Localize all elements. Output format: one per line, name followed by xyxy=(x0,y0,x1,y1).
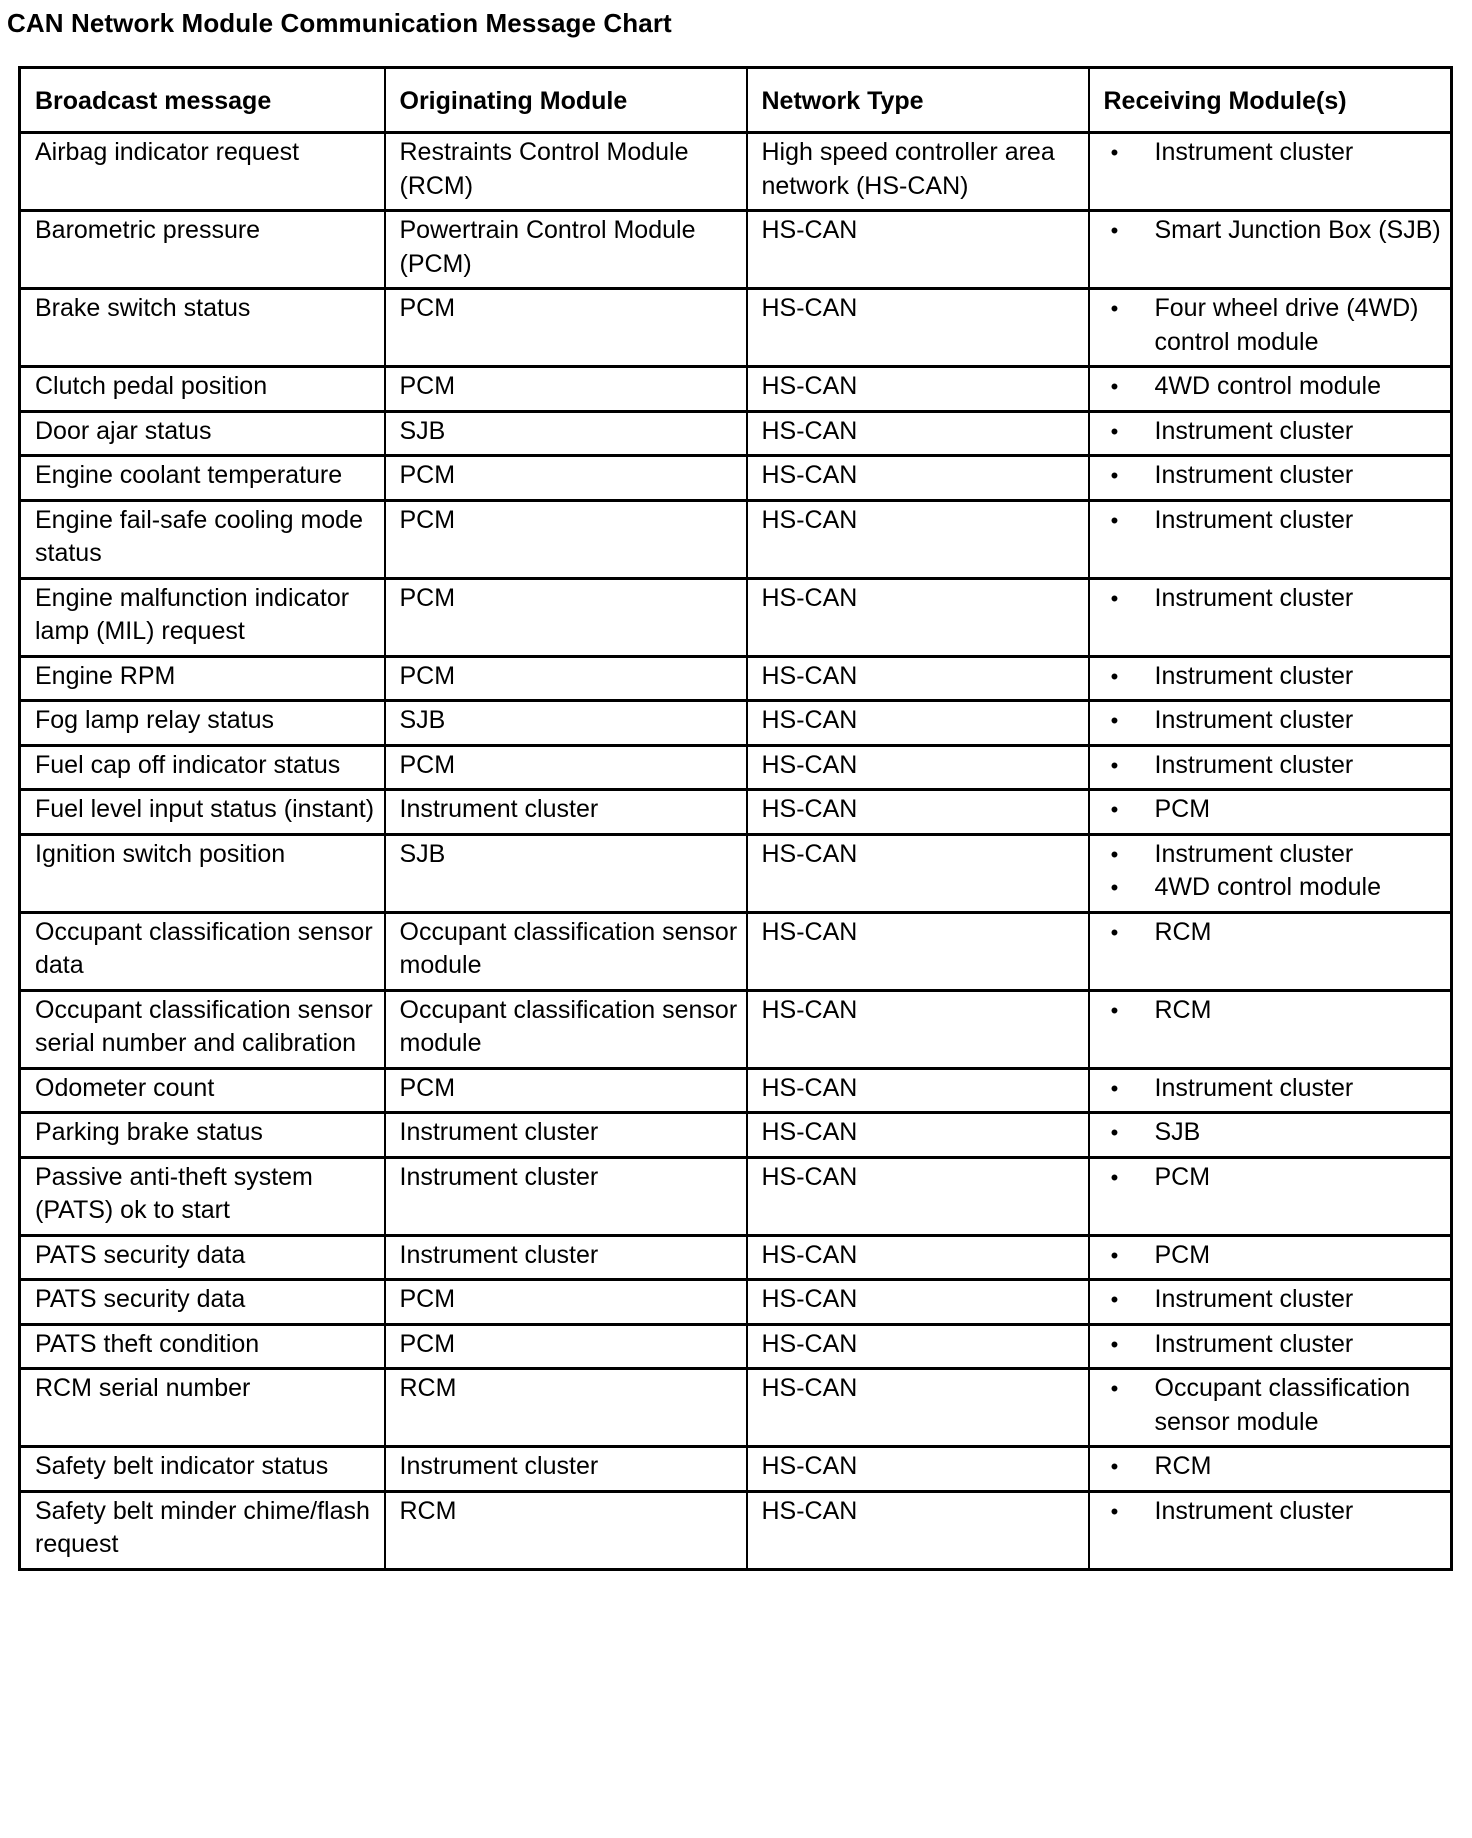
network-type-cell: HS-CAN xyxy=(747,1157,1089,1235)
receiving-modules-list xyxy=(1104,838,1445,905)
receiving-modules-list xyxy=(1104,1372,1445,1439)
broadcast-message-cell: PATS theft condition xyxy=(20,1324,385,1369)
receiving-modules-list xyxy=(1104,793,1445,827)
receiving-modules-cell xyxy=(1089,500,1452,578)
originating-module-cell: SJB xyxy=(385,701,747,746)
network-type-cell: HS-CAN xyxy=(747,1235,1089,1280)
receiving-modules-cell xyxy=(1089,578,1452,656)
bullet-icon: • xyxy=(1110,296,1119,321)
table-row xyxy=(20,990,1452,1068)
broadcast-message-cell: Barometric pressure xyxy=(20,211,385,289)
broadcast-message-cell: PATS security data xyxy=(20,1280,385,1325)
receiving-module-item xyxy=(1104,370,1445,404)
table-row xyxy=(20,745,1452,790)
broadcast-message-cell: Safety belt minder chime/flash request xyxy=(20,1491,385,1569)
receiving-modules-cell xyxy=(1089,1324,1452,1369)
bullet-icon: • xyxy=(1110,1075,1119,1101)
originating-module-cell: PCM xyxy=(385,367,747,412)
receiving-modules-list xyxy=(1104,415,1445,449)
broadcast-message-cell: Door ajar status xyxy=(20,411,385,456)
bullet-icon: • xyxy=(1110,1120,1119,1145)
bullet-icon: • xyxy=(1110,997,1119,1023)
receiving-module-label: Instrument cluster xyxy=(1154,839,1354,868)
receiving-modules-cell xyxy=(1089,701,1452,746)
receiving-module-label: Four wheel drive (4WD) control module xyxy=(1154,294,1419,356)
originating-module-cell: PCM xyxy=(385,578,747,656)
table-row xyxy=(20,834,1452,912)
broadcast-message-cell: Engine fail-safe cooling mode status xyxy=(20,500,385,578)
network-type-cell: HS-CAN xyxy=(747,990,1089,1068)
receiving-module-label: PCM xyxy=(1154,795,1211,823)
receiving-module-label: Instrument cluster xyxy=(1154,750,1354,779)
receiving-modules-cell xyxy=(1089,1157,1452,1235)
network-type-cell: HS-CAN xyxy=(747,912,1089,990)
bullet-icon: • xyxy=(1110,752,1119,778)
network-type-cell: HS-CAN xyxy=(747,289,1089,367)
receiving-modules-cell xyxy=(1089,1068,1452,1113)
receiving-modules-cell xyxy=(1089,1491,1452,1569)
receiving-module-label: RCM xyxy=(1154,917,1212,946)
receiving-module-item xyxy=(1104,916,1445,950)
bullet-icon: • xyxy=(1110,585,1119,611)
broadcast-message-cell: RCM serial number xyxy=(20,1369,385,1447)
bullet-icon: • xyxy=(1110,841,1119,867)
originating-module-cell: Powertrain Control Module (PCM) xyxy=(385,211,747,289)
network-type-cell: HS-CAN xyxy=(747,790,1089,835)
receiving-modules-cell xyxy=(1089,367,1452,412)
broadcast-message-cell: Engine coolant temperature xyxy=(20,456,385,501)
table-row xyxy=(20,656,1452,701)
receiving-modules-list xyxy=(1104,1239,1445,1273)
receiving-modules-cell xyxy=(1089,289,1452,367)
receiving-modules-cell xyxy=(1089,1447,1452,1492)
network-type-cell: High speed controller area network (HS-CAN) xyxy=(747,133,1089,211)
originating-module-cell: Instrument cluster xyxy=(385,790,747,835)
broadcast-message-cell: Occupant classification sensor data xyxy=(20,912,385,990)
receiving-module-item xyxy=(1104,793,1445,827)
originating-module-cell: PCM xyxy=(385,745,747,790)
table-row xyxy=(20,211,1452,289)
receiving-modules-list xyxy=(1104,214,1445,248)
originating-module-cell: PCM xyxy=(385,656,747,701)
network-type-cell: HS-CAN xyxy=(747,1280,1089,1325)
receiving-module-label: Instrument cluster xyxy=(1154,706,1354,734)
originating-module-cell: RCM xyxy=(385,1369,747,1447)
receiving-modules-cell xyxy=(1089,133,1452,211)
receiving-module-item xyxy=(1104,415,1445,449)
network-type-cell: HS-CAN xyxy=(747,1369,1089,1447)
bullet-icon: • xyxy=(1110,1287,1119,1312)
receiving-module-label: Instrument cluster xyxy=(1154,138,1354,166)
table-row xyxy=(20,912,1452,990)
bullet-icon: • xyxy=(1110,1376,1119,1401)
receiving-module-label: RCM xyxy=(1154,995,1212,1024)
receiving-module-label: Instrument cluster xyxy=(1154,1496,1354,1525)
originating-module-cell: PCM xyxy=(385,1280,747,1325)
table-row xyxy=(20,289,1452,367)
receiving-modules-cell xyxy=(1089,411,1452,456)
bullet-icon: • xyxy=(1110,507,1119,533)
receiving-module-label: SJB xyxy=(1154,1118,1201,1146)
receiving-module-item xyxy=(1104,749,1445,783)
receiving-modules-list xyxy=(1104,1495,1445,1529)
receiving-module-item xyxy=(1104,214,1445,248)
originating-module-cell: Instrument cluster xyxy=(385,1113,747,1158)
network-type-cell: HS-CAN xyxy=(747,701,1089,746)
table-row xyxy=(20,1369,1452,1447)
receiving-modules-list xyxy=(1104,459,1445,493)
originating-module-cell: PCM xyxy=(385,289,747,367)
network-type-cell: HS-CAN xyxy=(747,456,1089,501)
bullet-icon: • xyxy=(1110,1454,1119,1479)
receiving-module-item xyxy=(1104,459,1445,493)
originating-module-cell: Occupant classification sensor module xyxy=(385,912,747,990)
receiving-module-label: Smart Junction Box (SJB) xyxy=(1154,216,1441,244)
originating-module-cell: Instrument cluster xyxy=(385,1235,747,1280)
originating-module-cell: SJB xyxy=(385,411,747,456)
table-body xyxy=(20,133,1452,1570)
originating-module-cell: SJB xyxy=(385,834,747,912)
table-row xyxy=(20,1157,1452,1235)
header-row xyxy=(20,68,1452,133)
receiving-module-label: PCM xyxy=(1154,1162,1211,1191)
originating-module-cell: Instrument cluster xyxy=(385,1447,747,1492)
message-chart-table xyxy=(18,66,1453,1571)
broadcast-message-cell: Fuel level input status (instant) xyxy=(20,790,385,835)
column-header-originating-module: Originating Module xyxy=(385,68,747,133)
receiving-module-item xyxy=(1104,994,1445,1028)
receiving-module-label: Instrument cluster xyxy=(1154,661,1354,690)
broadcast-message-cell: Passive anti-theft system (PATS) ok to start xyxy=(20,1157,385,1235)
bullet-icon: • xyxy=(1110,140,1119,165)
broadcast-message-cell: Fog lamp relay status xyxy=(20,701,385,746)
receiving-modules-list xyxy=(1104,1328,1445,1362)
receiving-module-item xyxy=(1104,292,1445,359)
receiving-module-item xyxy=(1104,582,1445,616)
receiving-module-item xyxy=(1104,704,1445,738)
receiving-module-label: Instrument cluster xyxy=(1154,416,1354,445)
table-row xyxy=(20,1324,1452,1369)
table-row xyxy=(20,500,1452,578)
page-title: CAN Network Module Communication Message Chart xyxy=(7,8,672,38)
receiving-module-item xyxy=(1104,1283,1445,1317)
broadcast-message-cell: Odometer count xyxy=(20,1068,385,1113)
bullet-icon: • xyxy=(1110,919,1119,945)
table-row xyxy=(20,456,1452,501)
receiving-modules-list xyxy=(1104,749,1445,783)
network-type-cell: HS-CAN xyxy=(747,656,1089,701)
receiving-modules-list xyxy=(1104,504,1445,538)
receiving-module-label: RCM xyxy=(1154,1452,1212,1480)
bullet-icon: • xyxy=(1110,1164,1119,1190)
receiving-modules-cell xyxy=(1089,990,1452,1068)
receiving-modules-cell xyxy=(1089,656,1452,701)
receiving-module-label: Instrument cluster xyxy=(1154,1073,1354,1102)
network-type-cell: HS-CAN xyxy=(747,1491,1089,1569)
receiving-module-label: 4WD control module xyxy=(1154,372,1381,400)
network-type-cell: HS-CAN xyxy=(747,834,1089,912)
receiving-module-item xyxy=(1104,1450,1445,1484)
receiving-modules-cell xyxy=(1089,1369,1452,1447)
receiving-modules-list xyxy=(1104,1072,1445,1106)
bullet-icon: • xyxy=(1110,875,1119,900)
table-row xyxy=(20,701,1452,746)
receiving-modules-cell xyxy=(1089,1280,1452,1325)
receiving-modules-list xyxy=(1104,1283,1445,1317)
network-type-cell: HS-CAN xyxy=(747,367,1089,412)
bullet-icon: • xyxy=(1110,218,1119,243)
receiving-module-item xyxy=(1104,1372,1445,1439)
receiving-modules-list xyxy=(1104,994,1445,1028)
receiving-modules-list xyxy=(1104,292,1445,359)
receiving-modules-list xyxy=(1104,660,1445,694)
receiving-modules-list xyxy=(1104,704,1445,738)
broadcast-message-cell: Engine malfunction indicator lamp (MIL) request xyxy=(20,578,385,656)
table-row xyxy=(20,367,1452,412)
column-header-network-type: Network Type xyxy=(747,68,1089,133)
receiving-modules-list xyxy=(1104,1450,1445,1484)
table-row xyxy=(20,1113,1452,1158)
receiving-module-label: 4WD control module xyxy=(1154,873,1381,901)
receiving-module-label: Instrument cluster xyxy=(1154,505,1354,534)
receiving-modules-list xyxy=(1104,582,1445,616)
receiving-module-item xyxy=(1104,838,1445,872)
receiving-modules-list xyxy=(1104,1116,1445,1150)
receiving-modules-list xyxy=(1104,916,1445,950)
broadcast-message-cell: Occupant classification sensor serial number and calibration xyxy=(20,990,385,1068)
receiving-module-item xyxy=(1104,660,1445,694)
originating-module-cell: PCM xyxy=(385,456,747,501)
network-type-cell: HS-CAN xyxy=(747,211,1089,289)
broadcast-message-cell: Clutch pedal position xyxy=(20,367,385,412)
receiving-modules-cell xyxy=(1089,745,1452,790)
broadcast-message-cell: Safety belt indicator status xyxy=(20,1447,385,1492)
originating-module-cell: PCM xyxy=(385,1324,747,1369)
originating-module-cell: Instrument cluster xyxy=(385,1157,747,1235)
originating-module-cell: PCM xyxy=(385,500,747,578)
table-row xyxy=(20,411,1452,456)
receiving-module-item xyxy=(1104,1495,1445,1529)
receiving-modules-cell xyxy=(1089,211,1452,289)
network-type-cell: HS-CAN xyxy=(747,500,1089,578)
table-row xyxy=(20,1235,1452,1280)
bullet-icon: • xyxy=(1110,797,1119,822)
originating-module-cell: Occupant classification sensor module xyxy=(385,990,747,1068)
originating-module-cell: PCM xyxy=(385,1068,747,1113)
bullet-icon: • xyxy=(1110,374,1119,399)
bullet-icon: • xyxy=(1110,463,1119,488)
receiving-modules-cell xyxy=(1089,790,1452,835)
network-type-cell: HS-CAN xyxy=(747,1324,1089,1369)
network-type-cell: HS-CAN xyxy=(747,745,1089,790)
originating-module-cell: Restraints Control Module (RCM) xyxy=(385,133,747,211)
broadcast-message-cell: Brake switch status xyxy=(20,289,385,367)
table-row xyxy=(20,133,1452,211)
receiving-module-item xyxy=(1104,1072,1445,1106)
receiving-modules-list xyxy=(1104,370,1445,404)
broadcast-message-cell: Fuel cap off indicator status xyxy=(20,745,385,790)
receiving-module-item xyxy=(1104,1116,1445,1150)
receiving-module-item xyxy=(1104,1239,1445,1273)
broadcast-message-cell: Engine RPM xyxy=(20,656,385,701)
receiving-module-label: Instrument cluster xyxy=(1154,1285,1354,1313)
receiving-module-item xyxy=(1104,871,1445,905)
receiving-module-item xyxy=(1104,1328,1445,1362)
bullet-icon: • xyxy=(1110,663,1119,689)
receiving-module-label: Instrument cluster xyxy=(1154,1329,1354,1358)
bullet-icon: • xyxy=(1110,1331,1119,1357)
broadcast-message-cell: Ignition switch position xyxy=(20,834,385,912)
originating-module-cell: RCM xyxy=(385,1491,747,1569)
receiving-modules-list xyxy=(1104,136,1445,170)
bullet-icon: • xyxy=(1110,418,1119,444)
network-type-cell: HS-CAN xyxy=(747,1068,1089,1113)
network-type-cell: HS-CAN xyxy=(747,578,1089,656)
receiving-modules-cell xyxy=(1089,1235,1452,1280)
table-row xyxy=(20,1491,1452,1569)
table-row xyxy=(20,1280,1452,1325)
receiving-module-item xyxy=(1104,136,1445,170)
receiving-modules-cell xyxy=(1089,1113,1452,1158)
bullet-icon: • xyxy=(1110,1498,1119,1524)
network-type-cell: HS-CAN xyxy=(747,1447,1089,1492)
receiving-module-label: Instrument cluster xyxy=(1154,461,1354,489)
receiving-modules-cell xyxy=(1089,834,1452,912)
table-row xyxy=(20,790,1452,835)
broadcast-message-cell: PATS security data xyxy=(20,1235,385,1280)
receiving-module-item xyxy=(1104,504,1445,538)
broadcast-message-cell: Parking brake status xyxy=(20,1113,385,1158)
table-row xyxy=(20,578,1452,656)
receiving-modules-cell xyxy=(1089,456,1452,501)
column-header-broadcast-message: Broadcast message xyxy=(20,68,385,133)
receiving-module-label: PCM xyxy=(1154,1240,1211,1269)
receiving-module-label: Occupant classification sensor module xyxy=(1154,1374,1411,1436)
network-type-cell: HS-CAN xyxy=(747,411,1089,456)
table-row xyxy=(20,1068,1452,1113)
bullet-icon: • xyxy=(1110,1242,1119,1268)
column-header-receiving-modules: Receiving Module(s) xyxy=(1089,68,1452,133)
table-row xyxy=(20,1447,1452,1492)
receiving-modules-cell xyxy=(1089,912,1452,990)
receiving-module-label: Instrument cluster xyxy=(1154,583,1354,612)
receiving-module-item xyxy=(1104,1161,1445,1195)
receiving-modules-list xyxy=(1104,1161,1445,1195)
broadcast-message-cell: Airbag indicator request xyxy=(20,133,385,211)
bullet-icon: • xyxy=(1110,708,1119,733)
network-type-cell: HS-CAN xyxy=(747,1113,1089,1158)
